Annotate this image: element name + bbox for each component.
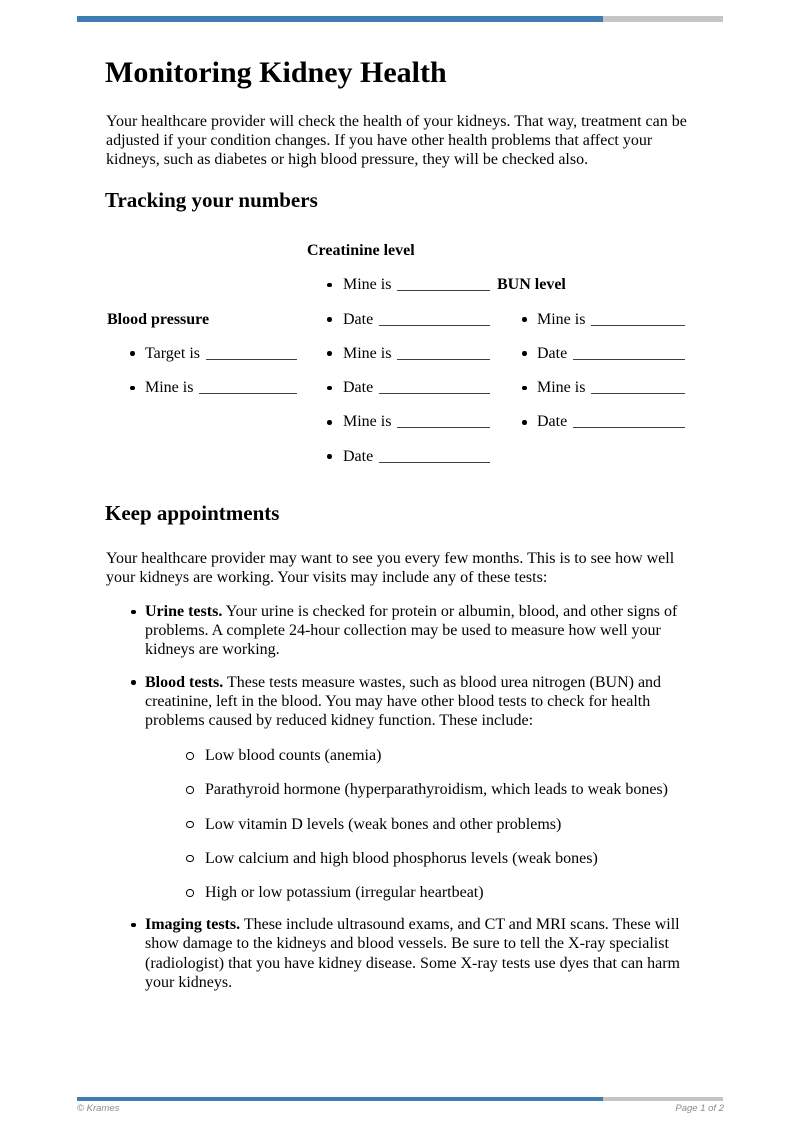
fill-in-blank [206,344,297,360]
sub-bullet-icon [186,752,194,760]
tracking-item-label: Date [343,310,374,328]
sub-item [145,883,700,902]
test-item-urine [106,602,700,660]
bullet-icon [522,351,527,356]
tracking-item [307,310,490,344]
tracking-item [307,344,490,378]
tracking-item [497,412,685,446]
section-heading-appointments: Keep appointments [105,501,280,525]
bullet-icon [131,610,136,615]
sub-bullet-icon [186,786,194,794]
tracking-item-label: Date [537,413,568,431]
fill-in-blank [379,447,490,463]
tracking-item-label: Mine is [343,276,392,294]
test-item-imaging [106,915,700,992]
appointments-intro: Your healthcare provider may want to see you every few months. This is to see how well your kidneys are working. Your visits may include any of these tests: [106,550,675,587]
tracking-column-creatinine [307,241,490,481]
top-rule [77,16,723,22]
top-rule-gray-segment [603,16,723,22]
test-item-text: These tests measure wastes, such as blood urea nitrogen (BUN) and creatinine, left in the blood. You may have other blood tests to check for health problems caused by reduced kidney function. These include: [145,673,662,730]
sub-item-text: Low blood counts (anemia) [205,747,382,765]
footer-rule [77,1097,723,1101]
tracking-item [107,344,297,378]
tracking-section [0,241,800,481]
fill-in-blank [397,344,490,360]
fill-in-blank [397,412,490,428]
test-item-text: Your urine is checked for protein or albumin, blood, and other signs of problems. A complete 24-hour collection may be used to measure how well your kidneys are working. [145,603,678,659]
bullet-icon [130,386,135,391]
tracking-item [497,310,685,344]
sub-bullet-icon [186,889,194,897]
tracking-item-label: Mine is [343,413,392,431]
fill-in-blank [573,344,685,360]
fill-in-blank [591,378,685,394]
bullet-icon [522,420,527,425]
tracking-column-blood-pressure [107,241,297,412]
fill-in-blank [379,378,490,394]
bullet-icon [327,454,332,459]
sub-item-text: Parathyroid hormone (hyperparathyroidism, which leads to weak bones) [205,781,668,799]
bullet-icon [327,317,332,322]
sub-item [145,746,700,765]
tracking-item-label: Date [537,344,568,362]
tracking-item [307,275,490,309]
bullet-icon [131,923,136,928]
sub-item [145,815,700,834]
sub-item-text: Low calcium and high blood phosphorus levels (weak bones) [205,849,598,867]
bullet-icon [327,386,332,391]
column-header: Creatinine level [307,242,415,259]
tracking-item-label: Target is [145,344,201,362]
test-item-lead: Imaging tests. [145,916,241,934]
column-header: Blood pressure [107,310,210,328]
tracking-item-label: Mine is [537,379,586,397]
copyright: © Krames [77,1103,120,1114]
sub-item [145,849,700,868]
tracking-item-label: Mine is [343,344,392,362]
sub-item-text: Low vitamin D levels (weak bones and other problems) [205,815,562,833]
tracking-item [307,447,490,481]
fill-in-blank [379,310,490,326]
test-item-lead: Urine tests. [145,603,223,620]
test-item-lead: Blood tests. [145,673,224,691]
tracking-item [307,412,490,446]
sub-item [145,780,700,799]
fill-in-blank [573,412,685,428]
tracking-column-bun [497,241,685,447]
tracking-item-label: Date [343,447,374,465]
tracking-item [107,378,297,412]
sub-bullet-icon [186,855,194,863]
bullet-icon [522,386,527,391]
section-heading-tracking: Tracking your numbers [105,188,318,212]
tracking-item-label: Mine is [537,310,586,328]
bullet-icon [327,283,332,288]
tests-list [106,602,700,1005]
top-rule-blue-segment [77,16,603,22]
bullet-icon [131,680,136,685]
tracking-item [497,378,685,412]
test-item-text: These include ultrasound exams, and CT and MRI scans. These will show damage to the kidneys and blood vessels. Be sure to tell the X-ray specialist (radiologist) that you have kidney disease. Some X-ray tests use dyes that can harm your kidneys. [145,916,680,991]
tracking-item-label: Mine is [145,379,194,397]
tracking-item [307,378,490,412]
fill-in-blank [199,378,297,394]
bullet-icon [327,420,332,425]
bullet-icon [522,317,527,322]
footer [77,1103,724,1114]
intro-paragraph: Your healthcare provider will check the health of your kidneys. That way, treatment can be adjusted if your condition changes. If you have other health problems that affect your kidneys, such as diabetes or high blood pressure, they will be checked also. [106,113,687,169]
fill-in-blank [397,275,490,291]
fill-in-blank [591,310,685,326]
page-title: Monitoring Kidney Health [105,56,447,89]
sub-bullet-icon [186,821,194,829]
tracking-item-label: Date [343,379,374,397]
bullet-icon [130,351,135,356]
footer-rule-gray-segment [603,1097,723,1101]
page-number: Page 1 of 2 [675,1103,724,1114]
column-header: BUN level [497,276,566,294]
footer-rule-blue-segment [77,1097,603,1101]
tracking-item [497,344,685,378]
bullet-icon [327,351,332,356]
test-item-blood [106,673,700,903]
sub-item-text: High or low potassium (irregular heartbeat) [205,884,484,902]
blood-tests-sub-list [145,746,700,902]
